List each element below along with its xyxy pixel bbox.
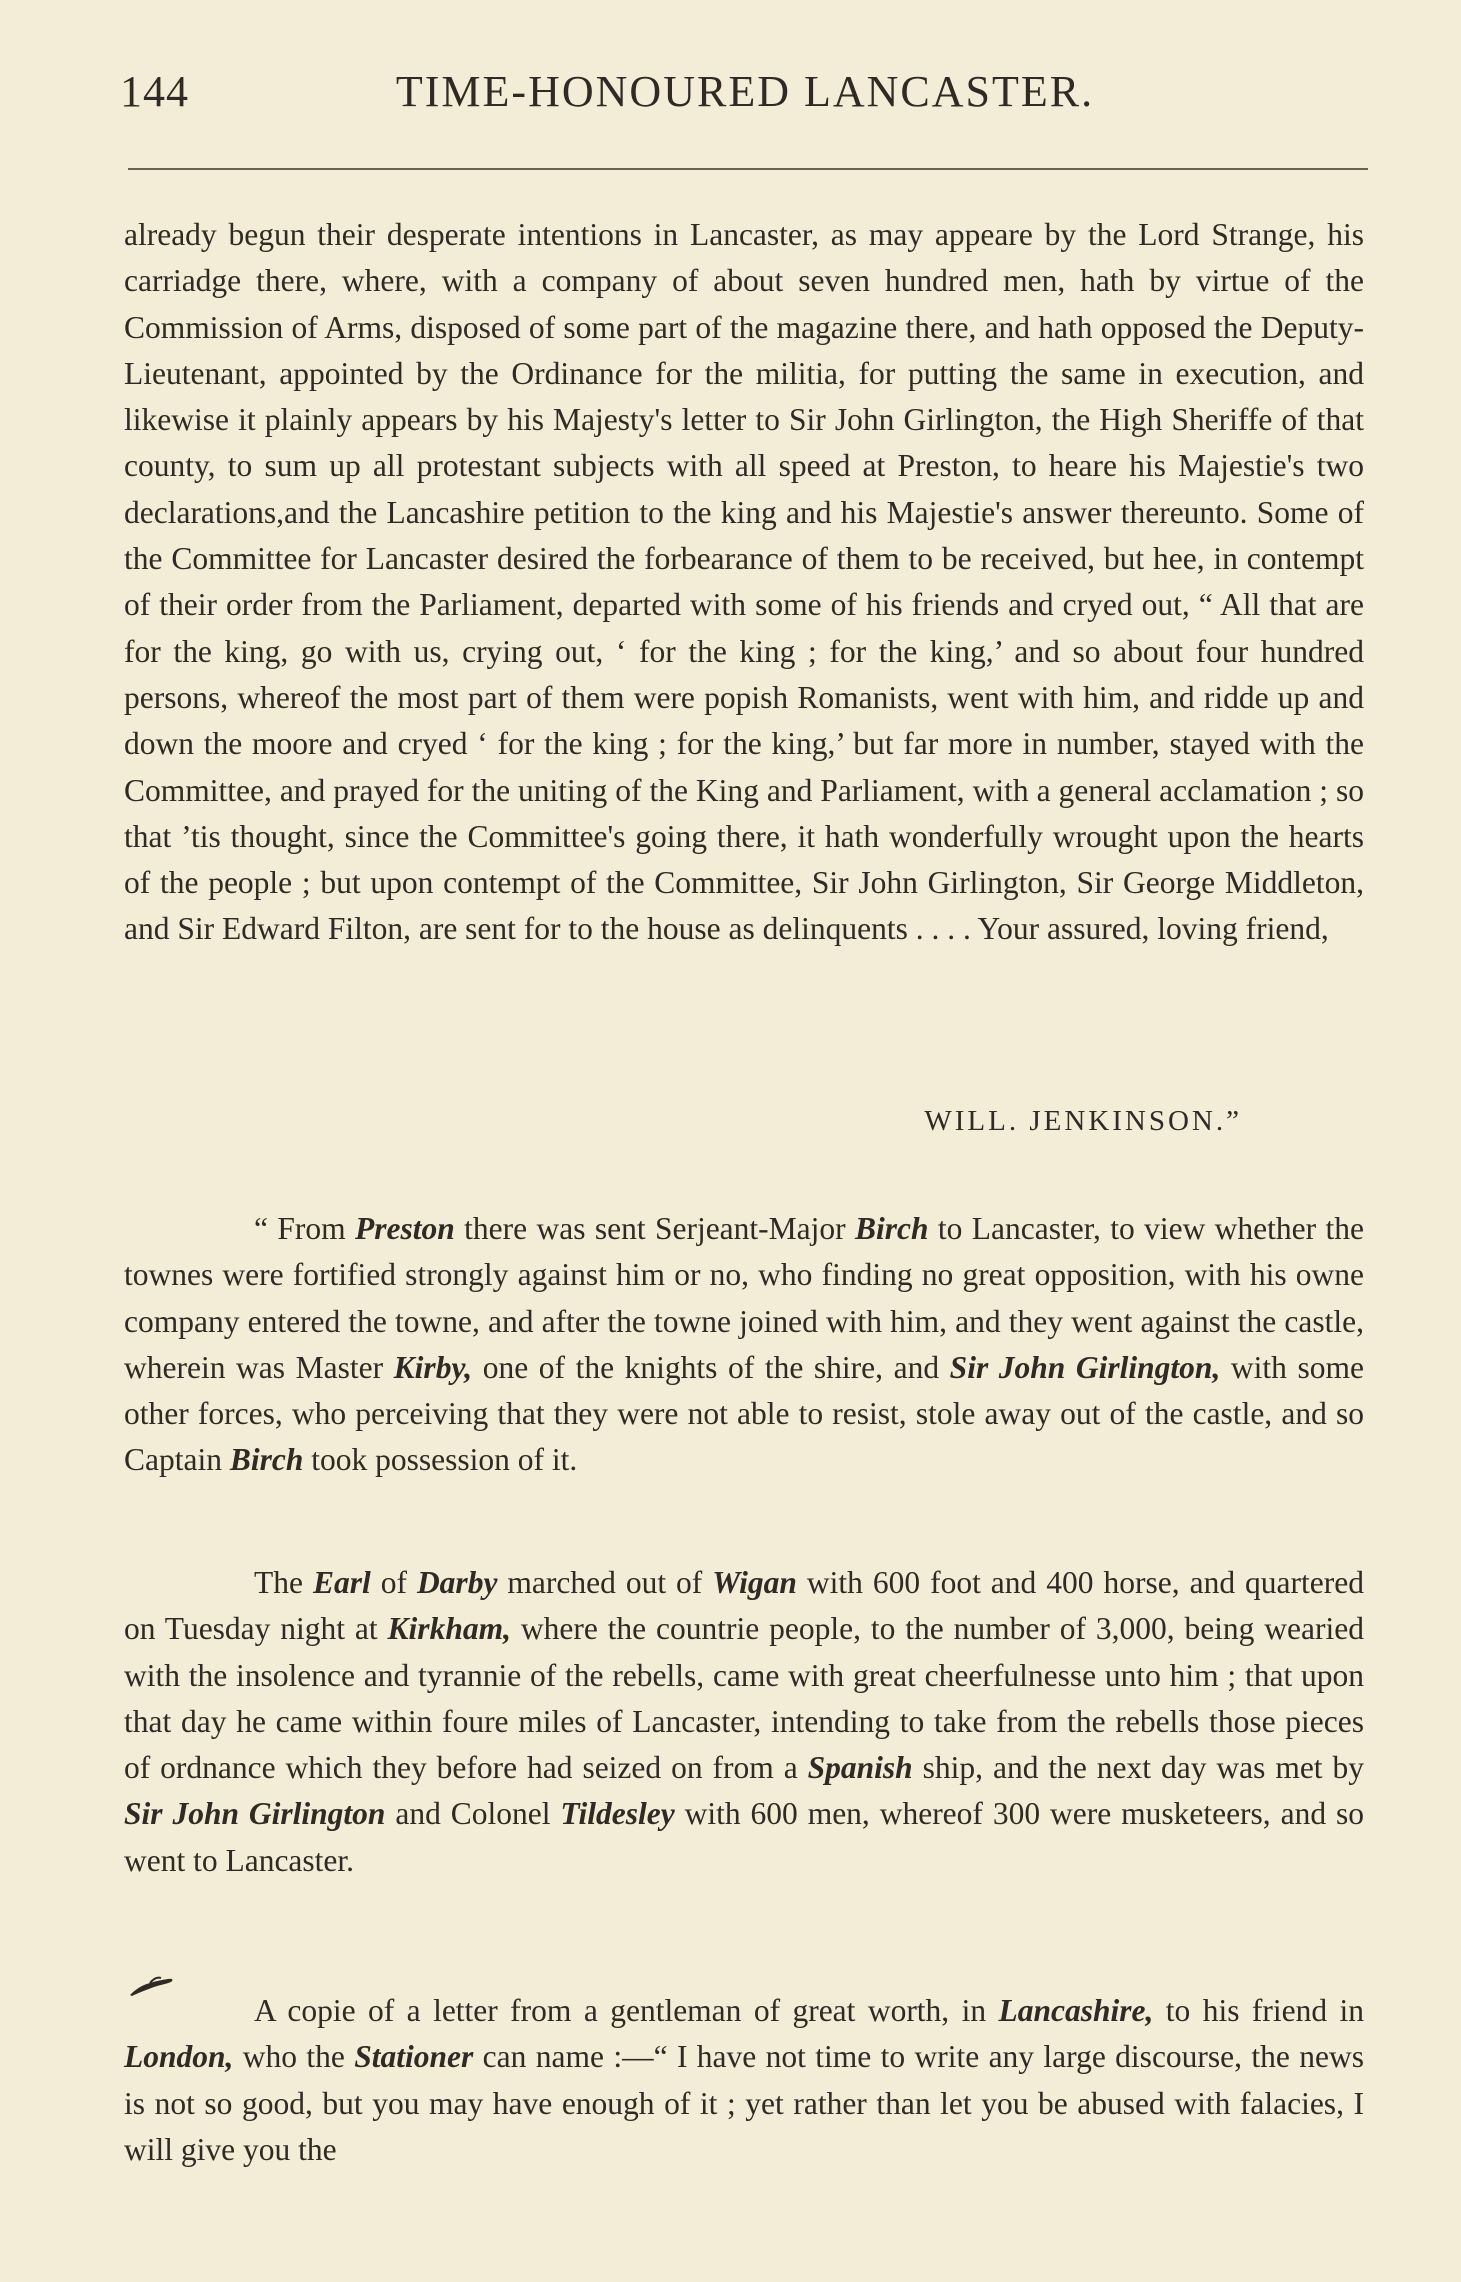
name-tildesley: Tildesley bbox=[560, 1796, 675, 1832]
running-title: TIME-HONOURED LANCASTER. bbox=[395, 67, 1095, 116]
name-girlington: Sir John Girlington, bbox=[949, 1349, 1221, 1385]
page-header bbox=[120, 66, 1370, 126]
place-wigan: Wigan bbox=[712, 1565, 797, 1600]
place-preston: Preston bbox=[355, 1211, 455, 1246]
signature: WILL. JENKINSON.” bbox=[924, 1105, 1242, 1137]
header-rule bbox=[128, 168, 1368, 170]
name-girlington: Sir John Girlington bbox=[124, 1796, 386, 1832]
place-kirkham: Kirkham, bbox=[387, 1611, 511, 1647]
name-birch: Birch bbox=[855, 1211, 929, 1246]
word-stationer: Stationer bbox=[354, 2039, 474, 2075]
signature-line bbox=[0, 1105, 1242, 1138]
name-birch: Birch bbox=[229, 1442, 304, 1478]
copie-block bbox=[124, 1988, 1364, 2173]
name-darby: Darby bbox=[416, 1565, 498, 1600]
place-london: London, bbox=[124, 2039, 234, 2075]
name-kirby: Kirby, bbox=[393, 1349, 473, 1385]
letter-paragraph: already begun their desperate intentions in Lancaster, as may appeare by the Lord Strange, his carriadge there, where, with a company of about seven hundred men, hath by virtue of the Commission of Arms, disposed of some part of the magazine there, and hath opposed the Deputy-Lieutenant, appointed by the Ordinance for the militia, for putting the same in execution, and likewise it plainly appears by his Majesty's letter to Sir John Girlington, the High Sheriffe of that county, to sum up all protestant subjects with all speed at Preston, to heare his Majestie's two declarations,and the Lancashire petition to the king and his Majestie's answer thereunto. Some of the Committee for Lancaster desired the forbearance of them to be received, but hee, in contempt of their order from the Parliament, departed with some of his friends and cryed out, “ All that are for the king, go with us, crying out, ‘ for the king ; for the king,’ and so about four hundred persons, whereof the most part of them were popish Romanists, went with him, and ridde up and down the moore and cryed ‘ for the king ; for the king,’ but far more in number, stayed with the Committee, and prayed for the uniting of the King and Parliament, with a general acclamation ; so that ’tis thought, since the Committee's going there, it hath wonderfully wrought upon the hearts of the people ; but upon contempt of the Committee, Sir John Girlington, Sir George Middleton, and Sir Edward Filton, are sent for to the house as delinquents . . . . Your assured, loving friend, bbox=[124, 217, 1364, 947]
darby-paragraph: The Earl of Darby marched out of Wigan with 600 foot and 400 horse, and quartered on Tuesday night at Kirkham, where the countrie people, to the number of 3,000, being wearied with the insolence and tyrannie of the rebells, came with great cheerfulnesse unto him ; that upon that day he came within foure miles of Lancaster, intending to take from the rebells those pieces of ordnance which they before had seized on from a Spanish ship, and the next day was met by Sir John Girlington and Colonel Tildesley with 600 men, whereof 300 were musketeers, and so went to Lancaster. bbox=[124, 1565, 1364, 1878]
letter-block bbox=[124, 212, 1364, 953]
page-number: 144 bbox=[120, 67, 189, 116]
preston-block bbox=[124, 1206, 1364, 1484]
preston-paragraph: “ From Preston there was sent Serjeant-Major Birch to Lancaster, to view whether the townes were fortified strongly against him or no, who finding no great opposition, with his owne company entered the towne, and after the towne joined with him, and they went against the castle, wherein was Master Kirby, one of the knights of the shire, and Sir John Girlington, with some other forces, who perceiving that they were not able to resist, stole away out of the castle, and so Captain Birch took possession of it. bbox=[124, 1211, 1365, 1478]
darby-block bbox=[124, 1560, 1364, 1884]
place-lancashire: Lancashire, bbox=[998, 1993, 1154, 2028]
word-spanish: Spanish bbox=[807, 1750, 913, 1786]
title-earl: Earl bbox=[312, 1565, 371, 1600]
copie-paragraph: A copie of a letter from a gentleman of great worth, in Lancashire, to his friend in London, who the Stationer can name :—“ I have not time to write any large discourse, the news is not so good, but you may have enough of it ; yet rather than let you be abused with falacies, I will give you the bbox=[124, 1993, 1364, 2167]
